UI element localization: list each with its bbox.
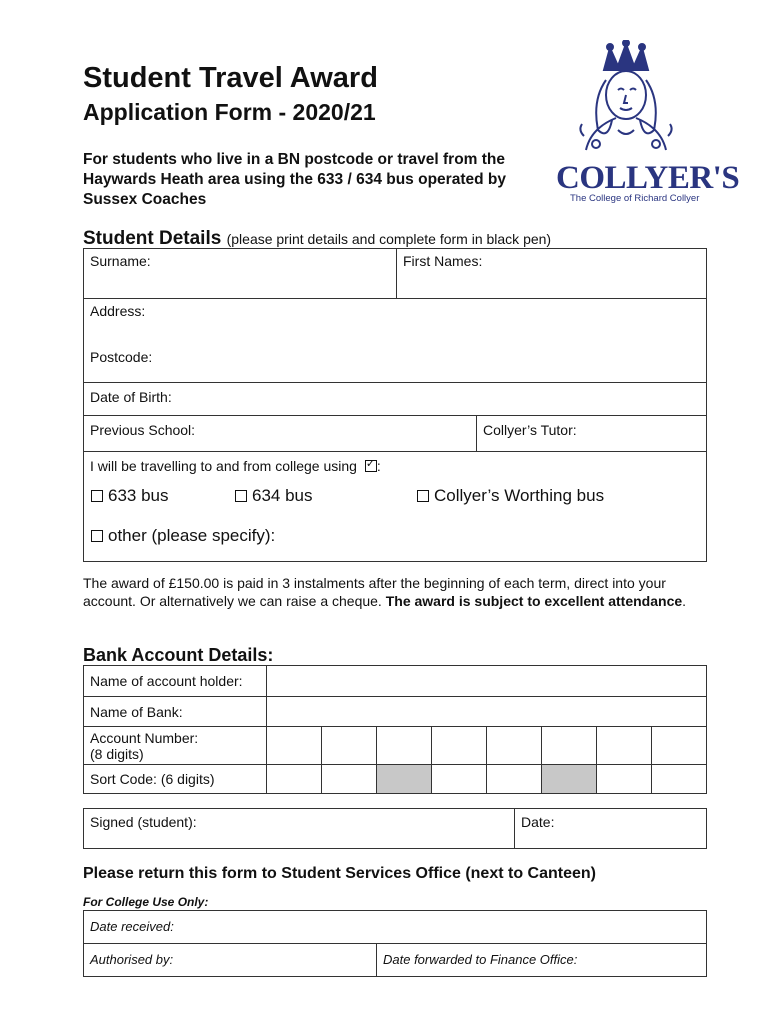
- account-digit-box[interactable]: [487, 727, 542, 765]
- student-details-note: (please print details and complete form in black pen): [226, 231, 552, 247]
- postcode-label: Postcode:: [90, 349, 153, 365]
- travel-prompt: I will be travelling to and from college using: [90, 458, 357, 474]
- account-number-label: Account Number:: [90, 730, 199, 746]
- account-number-label-cell: [84, 727, 267, 765]
- crest-icon: [556, 40, 716, 160]
- award-text: The award of £150.00 is paid in 3 instalments after the beginning of each term, direct into your account. Or alternatively we can raise a cheque.: [83, 575, 666, 609]
- college-use-table: [83, 910, 707, 977]
- college-use-heading: For College Use Only:: [83, 895, 209, 909]
- dob-field[interactable]: [84, 383, 707, 416]
- checkbox-634-bus[interactable]: [235, 490, 247, 502]
- surname-label: Surname:: [90, 253, 151, 269]
- travel-prompt-colon: :: [376, 458, 381, 474]
- sort-code-digit-box[interactable]: [267, 765, 322, 794]
- student-details-heading: [83, 228, 551, 250]
- account-digit-box[interactable]: [267, 727, 322, 765]
- first-names-field[interactable]: [397, 249, 707, 299]
- option-other-label: other (please specify):: [108, 526, 276, 545]
- tutor-label: Collyer’s Tutor:: [483, 422, 577, 438]
- form-subtitle: Application Form - 2020/21: [83, 99, 376, 125]
- sort-code-digit-box[interactable]: [487, 765, 542, 794]
- option-worthing-bus[interactable]: [417, 486, 604, 506]
- account-holder-label-cell: [84, 666, 267, 697]
- option-other[interactable]: [91, 526, 275, 546]
- sort-code-digit-box[interactable]: [322, 765, 377, 794]
- option-634-bus[interactable]: [235, 486, 313, 506]
- authorised-by-field[interactable]: [84, 944, 377, 977]
- account-number-digits: (8 digits): [90, 746, 144, 762]
- surname-field[interactable]: [84, 249, 397, 299]
- date-received-field[interactable]: [84, 911, 707, 944]
- forwarded-date-field[interactable]: [377, 944, 707, 977]
- account-holder-input[interactable]: [267, 666, 707, 697]
- award-text-end: .: [682, 592, 687, 609]
- signature-date-field[interactable]: [515, 809, 707, 849]
- sort-code-label: Sort Code: (6 digits): [90, 771, 215, 787]
- authorised-by-label: Authorised by:: [90, 952, 174, 967]
- sort-code-separator: [377, 765, 432, 794]
- signature-field[interactable]: [84, 809, 515, 849]
- previous-school-field[interactable]: [84, 416, 477, 451]
- account-holder-label: Name of account holder:: [90, 673, 243, 689]
- checkbox-worthing-bus[interactable]: [417, 490, 429, 502]
- student-details-table: [83, 248, 707, 562]
- previous-school-label: Previous School:: [90, 422, 196, 438]
- sort-code-digit-box[interactable]: [432, 765, 487, 794]
- award-paragraph: [83, 575, 703, 610]
- account-digit-box[interactable]: [542, 727, 597, 765]
- bank-name-input[interactable]: [267, 697, 707, 727]
- address-field[interactable]: [84, 299, 707, 383]
- signed-label: Signed (student):: [90, 814, 197, 830]
- college-name-logo: COLLYER'S: [556, 160, 740, 196]
- forwarded-date-label: Date forwarded to Finance Office:: [383, 952, 578, 967]
- account-digit-box[interactable]: [377, 727, 432, 765]
- return-instructions: Please return this form to Student Services Office (next to Canteen): [83, 865, 596, 882]
- account-digit-box[interactable]: [597, 727, 652, 765]
- sort-code-label-cell: [84, 765, 267, 794]
- date-received-label: Date received:: [90, 919, 174, 934]
- bank-details-table: [83, 665, 707, 794]
- form-title: Student Travel Award: [83, 62, 378, 94]
- school-tutor-row: [84, 416, 707, 452]
- bank-details-heading: Bank Account Details:: [83, 645, 274, 665]
- sort-code-separator: [542, 765, 597, 794]
- dob-label: Date of Birth:: [90, 389, 172, 405]
- checkbox-other[interactable]: [91, 530, 103, 542]
- option-worthing-label: Collyer’s Worthing bus: [434, 486, 605, 505]
- checkbox-633-bus[interactable]: [91, 490, 103, 502]
- option-633-bus[interactable]: [91, 486, 169, 506]
- account-digit-box[interactable]: [652, 727, 707, 765]
- bank-name-label-cell: [84, 697, 267, 727]
- sort-code-digit-box[interactable]: [597, 765, 652, 794]
- tutor-field[interactable]: [477, 416, 707, 451]
- eligibility-text: For students who live in a BN postcode or travel from the Haywards Heath area using the 633 / 634 bus operated by Sussex Coaches: [83, 151, 506, 208]
- address-label: Address:: [90, 303, 146, 319]
- option-633-label: 633 bus: [108, 486, 169, 505]
- first-names-label: First Names:: [403, 253, 483, 269]
- account-digit-box[interactable]: [432, 727, 487, 765]
- account-digit-box[interactable]: [322, 727, 377, 765]
- checked-box-icon: [365, 460, 377, 472]
- college-tagline: The College of Richard Collyer: [570, 193, 700, 204]
- sort-code-digit-box[interactable]: [652, 765, 707, 794]
- option-634-label: 634 bus: [252, 486, 313, 505]
- student-details-title: Student Details: [83, 228, 222, 249]
- award-condition: The award is subject to excellent attendance: [385, 592, 683, 609]
- bank-name-label: Name of Bank:: [90, 704, 183, 720]
- signature-table: [83, 808, 707, 849]
- signature-date-label: Date:: [521, 814, 555, 830]
